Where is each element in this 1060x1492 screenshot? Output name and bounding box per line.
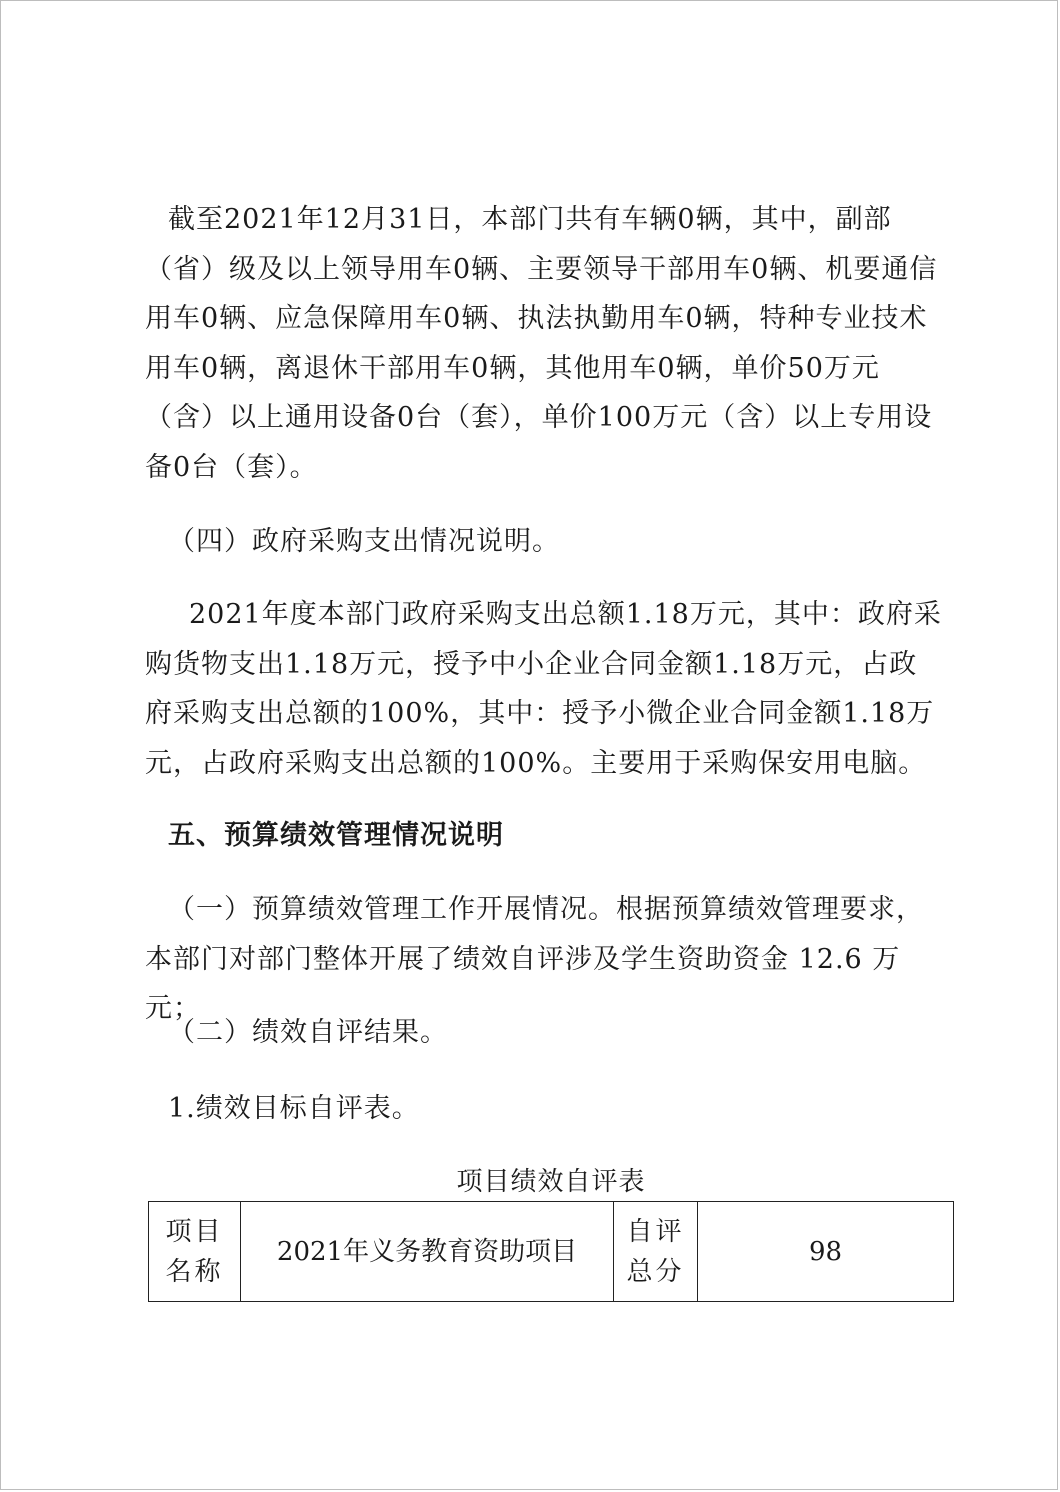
section-5-heading: 五、预算绩效管理情况说明 xyxy=(168,820,504,851)
score-value: 98 xyxy=(698,1202,954,1302)
project-name-value: 2021年义务教育资助项目 xyxy=(241,1202,614,1302)
score-label: 自评 总分 xyxy=(614,1202,698,1302)
performance-work-paragraph: （一）预算绩效管理工作开展情况。根据预算绩效管理要求，本部门对部门整体开展了绩效自评涉及学生资助资金 12.6 万元； xyxy=(145,894,924,1024)
performance-evaluation-table xyxy=(148,1201,954,1302)
vehicles-paragraph: 截至2021年12月31日，本部门共有车辆0辆，其中，副部（省）级及以上领导用车0辆、主要领导干部用车0辆、机要通信用车0辆、应急保障用车0辆、执法执勤用车0辆，特种专业技术用车0辆，离退休干部用车0辆，其他用车0辆，单价50万元（含）以上通用设备0台（套），单价100万元（含）以上专用设备0台（套）。 xyxy=(145,204,938,483)
procurement-paragraph: 2021年度本部门政府采购支出总额1.18万元，其中：政府采购货物支出1.18万元，授予中小企业合同金额1.18万元，占政府采购支出总额的100%，其中：授予小微企业合同金额1.18万元，占政府采购支出总额的100%。主要用于采购保安用电脑。 xyxy=(145,599,942,779)
performance-result-heading: （二）绩效自评结果。 xyxy=(168,1017,448,1048)
project-name-label: 项目 名称 xyxy=(149,1202,241,1302)
table-caption: 项目绩效自评表 xyxy=(456,1167,646,1197)
performance-table-intro: 1.绩效目标自评表。 xyxy=(168,1093,420,1124)
procurement-heading: （四）政府采购支出情况说明。 xyxy=(168,526,560,557)
table-row xyxy=(149,1202,954,1302)
